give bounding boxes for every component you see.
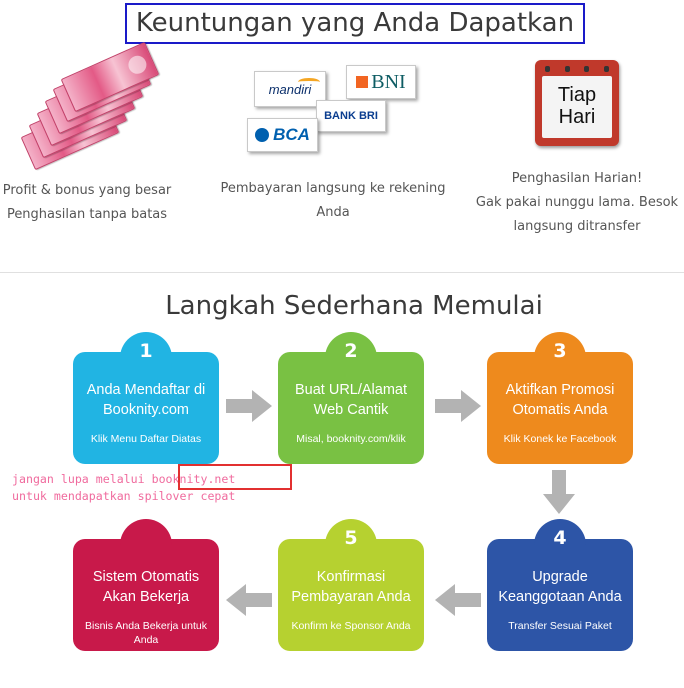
arrow-left-icon: [226, 584, 272, 616]
step-4-card: [487, 527, 633, 651]
step-1-card: [73, 340, 219, 464]
bank-bca-logo: BCA: [247, 118, 318, 152]
step-3-heading: Aktifkan Promosi Otomatis Anda: [505, 382, 615, 418]
steps-title: Langkah Sederhana Memulai: [165, 291, 543, 321]
arrow-down-icon: [543, 470, 575, 514]
benefits-title: Keuntungan yang Anda Dapatkan: [125, 3, 585, 44]
step-2-card: [278, 340, 424, 464]
benefit-caption-daily: Penghasilan Harian! Gak pakai nunggu lama. Besok langsung ditransfer: [475, 171, 679, 234]
booknity-link-highlight: [178, 464, 292, 490]
step-4-subtext: Transfer Sesuai Paket: [508, 620, 612, 632]
section-divider: [0, 272, 684, 273]
arrow-right-icon: [435, 390, 481, 422]
step-5-subtext: Konfirm ke Sponsor Anda: [291, 620, 411, 632]
spillover-note: jangan lupa melalui booknity.net untuk mendapatkan spilover cepat: [12, 472, 236, 503]
bank-bri-logo: BANK BRI: [316, 100, 386, 132]
calendar-line-2: Hari: [558, 106, 596, 128]
step-6-subtext: Bisnis Anda Bekerja untuk Anda: [85, 620, 207, 646]
benefit-caption-profit: Profit & bonus yang besar Penghasilan tanpa batas: [2, 183, 172, 222]
step-3-card: [487, 340, 633, 464]
step-6-heading: Sistem Otomatis Akan Bekerja: [92, 569, 200, 605]
step-3-subtext: Klik Konek ke Facebook: [503, 433, 617, 445]
step-6-tab: [120, 519, 172, 559]
step-1-heading: Anda Mendaftar di Booknity.com: [86, 382, 206, 418]
step-2-subtext: Misal, booknity.com/klik: [296, 433, 406, 445]
bank-mandiri-logo: mandiri: [254, 71, 326, 107]
step-2-number: 2: [325, 332, 377, 372]
bank-bni-logo: BNI: [346, 65, 416, 99]
arrow-left-icon: [435, 584, 481, 616]
step-2-heading: Buat URL/Alamat Web Cantik: [294, 382, 408, 418]
step-1-subtext: Klik Menu Daftar Diatas: [90, 433, 202, 445]
step-1-number: 1: [120, 332, 172, 372]
arrow-right-icon: [226, 390, 272, 422]
step-6-card: [73, 539, 219, 651]
calendar-line-1: Tiap: [557, 84, 597, 106]
step-5-card: [278, 527, 424, 651]
benefit-caption-payment: Pembayaran langsung ke rekening Anda: [220, 181, 446, 220]
step-4-number: 4: [534, 519, 586, 559]
calendar-icon: [535, 60, 619, 146]
step-4-heading: Upgrade Keanggotaan Anda: [498, 569, 622, 605]
step-5-number: 5: [325, 519, 377, 559]
step-5-heading: Konfirmasi Pembayaran Anda: [291, 569, 411, 605]
money-icon: [18, 55, 158, 165]
step-3-number: 3: [534, 332, 586, 372]
